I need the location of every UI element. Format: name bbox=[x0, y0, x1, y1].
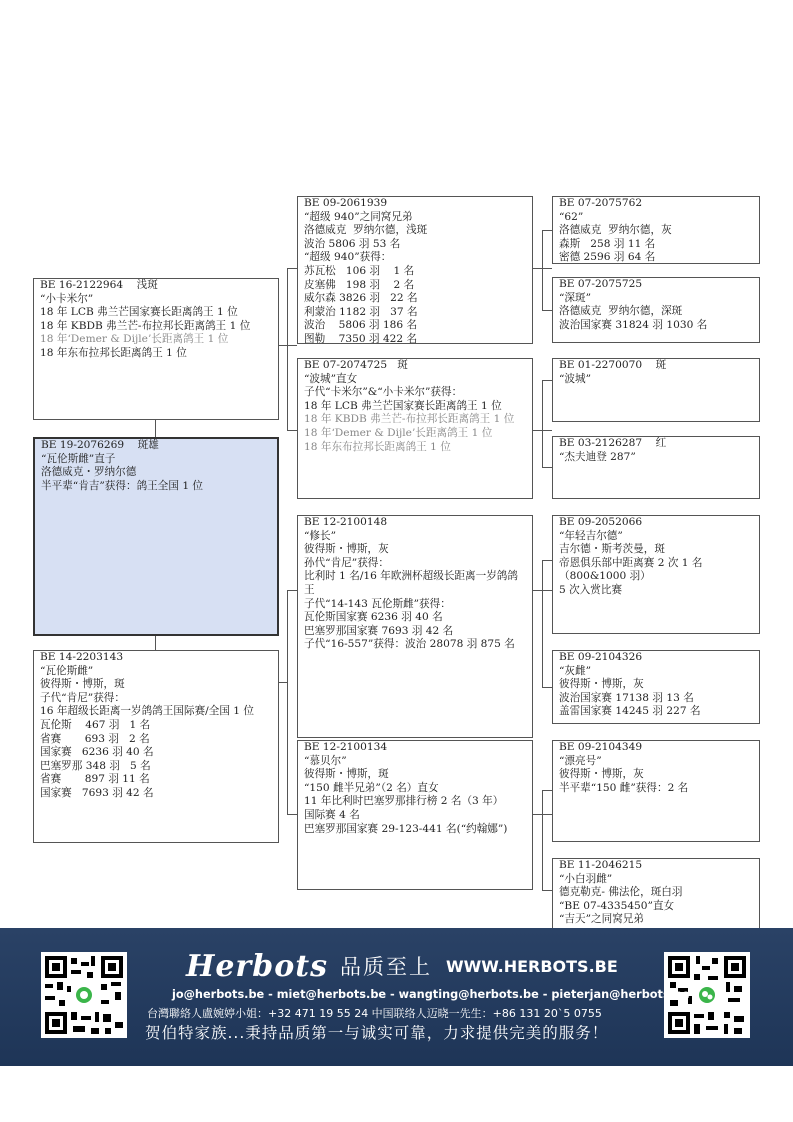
box-line: 瓦伦斯国家赛 6236 羽 40 名 bbox=[304, 611, 443, 624]
box-line: 国家赛 7693 羽 42 名 bbox=[40, 786, 154, 799]
box-line: 18 年‘Demer & Dijle’长距离鸽王 1 位 bbox=[40, 333, 229, 346]
box-line: 盖雷国家赛 14245 羽 227 名 bbox=[559, 705, 701, 718]
box-line: 瓦伦斯 467 羽 1 名 bbox=[40, 718, 151, 731]
connector bbox=[542, 380, 552, 381]
connector bbox=[542, 467, 552, 468]
connector bbox=[542, 230, 552, 231]
box-line: 图勒 7350 羽 422 名 bbox=[304, 332, 418, 344]
ring-number: BE 07-2075762 bbox=[559, 197, 643, 209]
pedigree-box-ggp-7 bbox=[552, 740, 760, 842]
box-line: 16 年超级长距离一岁鸽鸽王国际赛/全国 1 位 bbox=[40, 705, 254, 718]
box-line: “小白羽雌” bbox=[559, 872, 613, 885]
box-line: 彼得斯・博斯，斑 bbox=[304, 768, 389, 781]
box-line: 森斯 258 羽 11 名 bbox=[559, 237, 656, 250]
connector bbox=[542, 790, 543, 890]
box-line: 18 年 KBDB 弗兰芒-布拉邦长距离鸽王 1 位 bbox=[40, 319, 251, 332]
ring-number: BE 09-2061939 bbox=[304, 197, 388, 209]
connector bbox=[155, 420, 156, 437]
ring-number: BE 19-2076269 斑雄 bbox=[41, 439, 159, 451]
box-line: “150 雌半兄弟”（2 名）直女 bbox=[304, 781, 439, 794]
box-line: 省赛 693 羽 2 名 bbox=[40, 732, 150, 745]
box-line: 18 年 LCB 弗兰芒国家赛长距离鸽王 1 位 bbox=[40, 306, 238, 319]
ring-number: BE 09-2052066 bbox=[559, 516, 643, 528]
brand-header bbox=[186, 946, 618, 986]
ring-number: BE 14-2203143 bbox=[40, 651, 124, 663]
email-links[interactable]: jo@herbots.be - miet@herbots.be - wangting@herbots.be - pieterjan@herbots.be bbox=[172, 988, 690, 1001]
box-line: 11 年比利时巴塞罗那排行榜 2 名（3 年） bbox=[304, 795, 504, 808]
box-line: 彼得斯・博斯，斑 bbox=[40, 678, 125, 691]
ring-number: BE 03-2126287 红 bbox=[559, 437, 667, 449]
box-line: 密德 2596 羽 64 名 bbox=[559, 251, 656, 264]
ring-number: BE 09-2104326 bbox=[559, 651, 643, 663]
ring-number: BE 07-2075725 bbox=[559, 278, 643, 290]
ring-number: BE 16-2122964 浅斑 bbox=[40, 279, 158, 291]
contact-phones: 台灣聯絡人盧婉婷小姐：+32 471 19 55 24 中国联络人迈晓一先生：+86 131 20`5 0755 bbox=[147, 1007, 602, 1020]
connector bbox=[542, 560, 552, 561]
ring-number: BE 07-2074725 斑 bbox=[304, 359, 408, 371]
pedigree-box-subject bbox=[33, 437, 279, 636]
box-line: 威尔森 3826 羽 22 名 bbox=[304, 292, 418, 305]
box-line: 彼得斯・博斯，灰 bbox=[304, 543, 389, 556]
box-line: 彼得斯・博斯，灰 bbox=[559, 768, 644, 781]
box-line: “BE 07-4335450”直女 bbox=[559, 899, 675, 912]
box-line: “漂亮号” bbox=[559, 754, 602, 767]
ring-number: BE 12-2100148 bbox=[304, 516, 388, 528]
box-line: 洛德威克 罗纳尔德，灰 bbox=[559, 224, 672, 237]
pedigree-box-ggp-6 bbox=[552, 650, 760, 724]
box-line: 18 年东布拉邦长距离鸽王 1 位 bbox=[40, 346, 187, 359]
box-line: “深斑” bbox=[559, 291, 592, 304]
connector bbox=[542, 790, 552, 791]
connector bbox=[542, 230, 543, 310]
connector bbox=[287, 430, 297, 431]
pedigree-box-ggp-1 bbox=[552, 196, 760, 264]
connector bbox=[155, 636, 156, 650]
box-line: 孙代“肯尼”获得： bbox=[304, 556, 389, 569]
box-line: “62” bbox=[559, 210, 584, 223]
box-line: “瓦伦斯雌”直子 bbox=[41, 452, 116, 465]
qr-code-left[interactable] bbox=[41, 952, 127, 1038]
box-line: 子代“16-557”获得：波治 28078 羽 875 名 bbox=[304, 638, 515, 651]
connector bbox=[542, 890, 552, 891]
connector bbox=[542, 310, 552, 311]
connector bbox=[542, 380, 543, 467]
box-line: 5 次入赏比赛 bbox=[559, 583, 623, 596]
box-line: 帝恩俱乐部中距离赛 2 次 1 名（800&1000 羽） bbox=[559, 556, 703, 583]
box-line: 18 年 KBDB 弗兰芒-布拉邦长距离鸽王 1 位 bbox=[304, 413, 515, 426]
box-line: 波治国家赛 31824 羽 1030 名 bbox=[559, 318, 708, 331]
box-line: 洛德威克 罗纳尔德，浅斑 bbox=[304, 224, 428, 237]
box-line: 波治 5806 羽 53 名 bbox=[304, 237, 401, 250]
box-line: 18 年东布拉邦长距离鸽王 1 位 bbox=[304, 440, 451, 453]
box-line: 巴塞罗那国家赛 29-123-441 名(“约翰娜”) bbox=[304, 822, 508, 835]
box-line: 波治 5806 羽 186 名 bbox=[304, 319, 418, 332]
box-line: 苏瓦松 106 羽 1 名 bbox=[304, 264, 415, 277]
website-link[interactable]: WWW.HERBOTS.BE bbox=[445, 956, 618, 976]
connector bbox=[279, 345, 297, 346]
connector bbox=[542, 560, 543, 687]
box-line: 波治国家赛 17138 羽 13 名 bbox=[559, 691, 694, 704]
box-line: 彼得斯・博斯，灰 bbox=[559, 678, 644, 691]
box-line: “瓦伦斯雌” bbox=[40, 664, 94, 677]
box-line: 洛德威克 罗纳尔德，深斑 bbox=[559, 305, 683, 318]
box-line: “年轻吉尔德” bbox=[559, 529, 623, 542]
box-line: 省赛 897 羽 11 名 bbox=[40, 773, 150, 786]
connector bbox=[287, 268, 297, 269]
box-line: 18 年‘Demer & Dijle’长距离鸽王 1 位 bbox=[304, 426, 493, 439]
box-line: 皮塞佛 198 羽 2 名 bbox=[304, 278, 415, 291]
box-line: “杰夫迪登 287” bbox=[559, 450, 636, 463]
box-line: “波城” bbox=[559, 372, 592, 385]
box-line: 子代“14-143 瓦伦斯雌”获得： bbox=[304, 597, 451, 610]
pedigree-box-dam bbox=[33, 650, 279, 843]
pedigree-box-sire-dam bbox=[297, 358, 533, 499]
connector bbox=[287, 590, 288, 814]
pedigree-box-sire-sire bbox=[297, 196, 533, 344]
box-line: “修长” bbox=[304, 529, 337, 542]
connector bbox=[279, 682, 287, 683]
box-line: 18 年 LCB 弗兰芒国家赛长距离鸽王 1 位 bbox=[304, 399, 502, 412]
box-line: 国家赛 6236 羽 40 名 bbox=[40, 746, 154, 759]
box-line: “小卡米尔” bbox=[40, 292, 94, 305]
box-line: “超级 940”之同窝兄弟 bbox=[304, 210, 413, 223]
box-line: 子代“卡米尔”&“小卡米尔”获得： bbox=[304, 386, 463, 399]
box-line: “波城”直女 bbox=[304, 372, 358, 385]
box-line: 子代“肯尼”获得： bbox=[40, 691, 125, 704]
ring-number: BE 01-2270070 斑 bbox=[559, 359, 667, 371]
box-line: 利蒙治 1182 羽 37 名 bbox=[304, 305, 418, 318]
footer-banner bbox=[0, 928, 793, 1066]
slogan: 品质至上 bbox=[339, 955, 432, 979]
pedigree-box-ggp-3 bbox=[552, 358, 760, 422]
pedigree-box-ggp-5 bbox=[552, 515, 760, 634]
connector bbox=[287, 268, 288, 430]
pedigree-box-ggp-2 bbox=[552, 277, 760, 343]
ring-number: BE 09-2104349 bbox=[559, 741, 643, 753]
box-line: “超级 940”获得： bbox=[304, 251, 392, 264]
pedigree-box-ggp-4 bbox=[552, 436, 760, 499]
pedigree-box-ggp-8 bbox=[552, 858, 760, 938]
pedigree-box-sire bbox=[33, 278, 279, 420]
box-line: 半平辈“150 雌”获得：2 名 bbox=[559, 781, 689, 794]
connector bbox=[287, 814, 297, 815]
box-line: 巴塞罗那 348 羽 5 名 bbox=[40, 759, 151, 772]
box-line: 国际赛 4 名 bbox=[304, 808, 360, 821]
pedigree-box-dam-dam bbox=[297, 740, 533, 890]
connector bbox=[287, 590, 297, 591]
box-line: 洛德威克・罗纳尔德 bbox=[41, 466, 137, 479]
box-line: 吉尔德・斯考茨曼，斑 bbox=[559, 543, 665, 556]
herbots-logo: Herbots bbox=[186, 948, 328, 984]
ring-number: BE 12-2100134 bbox=[304, 741, 388, 753]
connector bbox=[542, 687, 552, 688]
box-line: 比利时 1 名/16 年欧洲杯超级长距离一岁鸽鸽王 bbox=[304, 570, 518, 596]
box-line: 半平辈“肯吉”获得：鸽王全国 1 位 bbox=[41, 479, 204, 492]
box-line: 德克勒克- 佛法伦，斑白羽 bbox=[559, 886, 683, 899]
ring-number: BE 11-2046215 bbox=[559, 859, 643, 871]
box-line: “慕贝尔” bbox=[304, 754, 347, 767]
motto: 贺伯特家族...秉持品质第一与诚实可靠，力求提供完美的服务！ bbox=[145, 1024, 609, 1042]
box-line: 巴塞罗那国家赛 7693 羽 42 名 bbox=[304, 624, 454, 637]
box-line: “吉天”之同窝兄弟 bbox=[559, 913, 644, 926]
box-line: “灰雌” bbox=[559, 664, 592, 677]
pedigree-box-dam-sire bbox=[297, 515, 533, 738]
